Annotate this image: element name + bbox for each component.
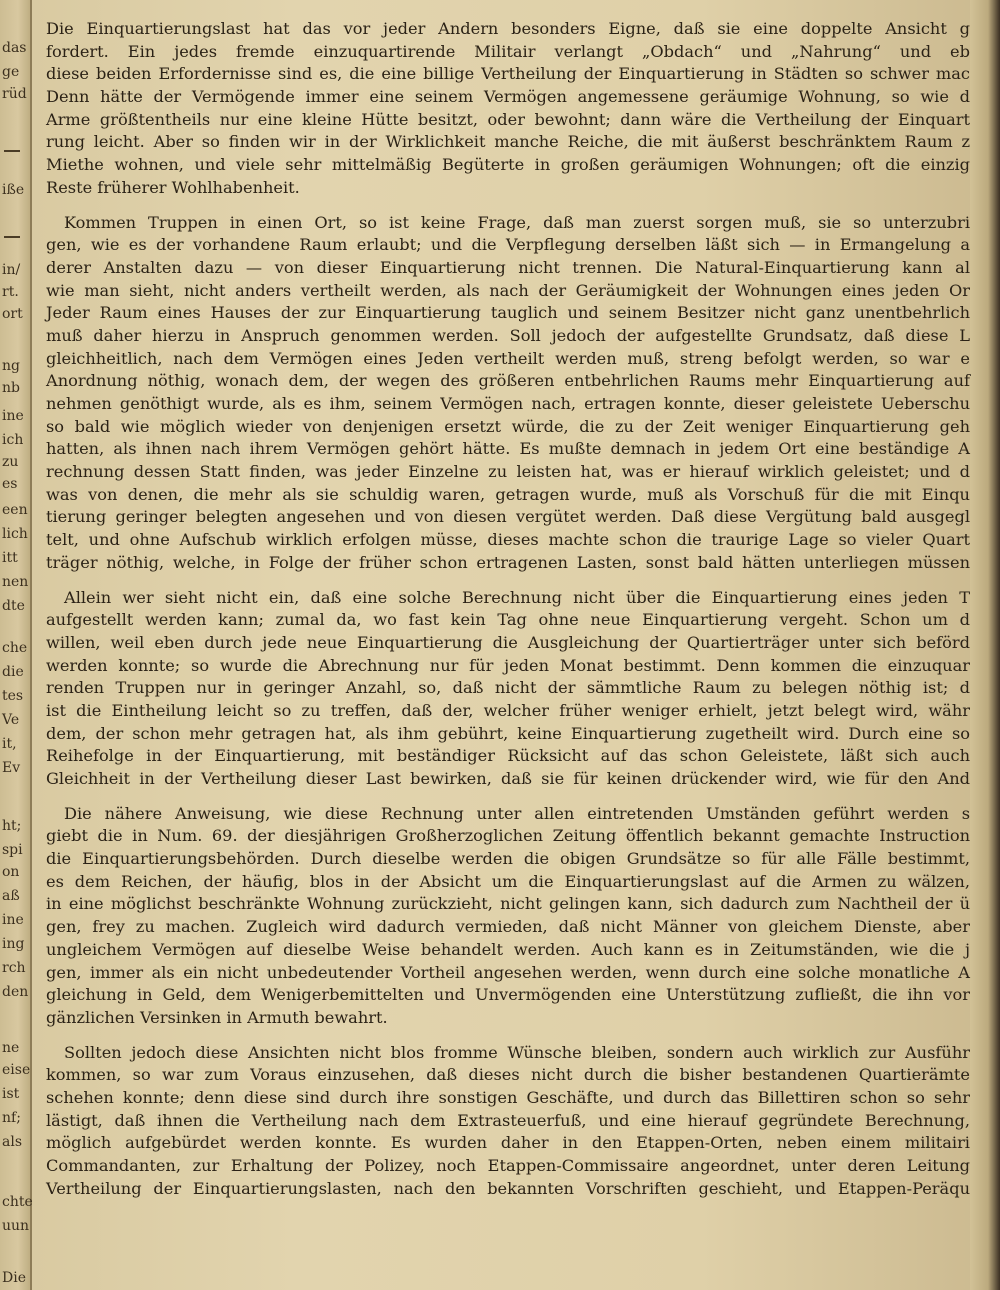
text-line: Denn hätte der Vermögende immer eine seinem Vermögen angemessene geräumige Wohnung, so wie d [46,87,970,107]
gutter-text-fragment: ht; [2,818,22,834]
gutter-text-fragment: tes [2,688,24,704]
text-line: Sollten jedoch diese Ansichten nicht blos fromme Wünsche bleiben, sondern auch wirklich zur Ausführ [64,1042,970,1062]
text-line: lästigt, daß ihnen die Vertheilung nach dem Extrasteuerfuß, und eine hierauf gegründete Berechnung, [46,1110,970,1130]
text-line: was von denen, die mehr als sie schuldig waren, getragen wurde, muß als Vorschuß für die mit Einqu [46,484,970,504]
text-line: wie man sieht, nicht anders vertheilt werden, als nach der Geräumigkeit der Wohnungen eines jeden Or [46,280,970,300]
gutter-text-fragment: lich [2,526,28,542]
paragraph [46,587,970,791]
gutter-text-fragment: ge [2,64,20,80]
gutter-text-fragment: den [2,984,29,1000]
gutter-text-fragment: ich [2,432,24,448]
text-line: ist die Eintheilung leicht so zu treffen, daß der, welcher früher weniger erhielt, jetzt belegt wird, währ [46,700,970,720]
gutter-text-fragment: nen [2,574,29,590]
gutter-text-fragment: ort [2,306,23,322]
text-line: aufgestellt werden kann; zumal da, wo fast kein Tag ohne neue Einquartierung vergeht. Schon um d [46,610,970,630]
text-line: Arme größtentheils nur eine kleine Hütte besitzt, oder bewohnt; dann wäre die Vertheilung der Einquart [46,109,970,129]
text-line: renden Truppen nur in geringer Anzahl, so, daß nicht der sämmtliche Raum zu belegen nöthig ist; d [46,678,970,698]
gutter-text-fragment: eise [2,1062,31,1078]
gutter-text-fragment: Ev [2,760,21,776]
gutter-text-fragment: spi [2,842,23,858]
text-line: werden konnte; so wurde die Abrechnung nur für jeden Monat bestimmt. Denn kommen die einzuquar [46,655,970,675]
gutter-text-fragment: uun [2,1218,30,1234]
text-line: rung leicht. Aber so finden wir in der Wirklichkeit manche Reiche, die mit äußerst beschränktem Raum z [46,132,970,152]
document-body [46,18,970,1280]
text-line: Reste früherer Wohlhabenheit. [46,177,300,197]
text-line: es dem Reichen, der häufig, blos in der Absicht um die Einquartierungslast auf die Armen zu wälzen, [46,871,970,891]
text-line: gen, immer als ein nicht unbedeutender Vortheil angesehen werden, wenn durch eine solche monatliche A [46,962,970,982]
gutter-text-fragment: een [2,502,28,518]
text-line: muß daher hierzu in Anspruch genommen werden. Soll jedoch der aufgestellte Grundsatz, daß diese L [46,325,970,345]
paragraph [46,18,970,200]
gutter-text-fragment: als [2,1134,23,1150]
gutter-text-fragment: rt. [2,284,19,300]
text-line: nehmen genöthigt wurde, als es ihm, seinem Vermögen nach, ertragen konnte, dieser geleistete Ueberschu [46,394,970,413]
text-line: gen, frey zu machen. Zugleich wird dadurch vermieden, daß nicht Männer von gleichem Dienste, aber [46,917,970,937]
text-line: gleichheitlich, nach dem Vermögen eines Jeden vertheilt werden muß, streng befolgt werden, so war e [46,348,970,368]
text-line: giebt die in Num. 69. der diesjährigen Großherzoglichen Zeitung öffentlich bekannt gemachte Instruction [46,826,970,846]
gutter-text-fragment: in/ [2,262,21,278]
gutter-dash-mark [4,236,20,238]
text-line: Miethe wohnen, und viele sehr mittelmäßig Begüterte in großen geräumigen Wohnungen; oft die einzig [46,155,970,175]
text-line: schehen konnte; denn diese sind durch ihre sonstigen Geschäfte, und durch das Billettiren schon so sehr [46,1087,970,1107]
text-line: Die nähere Anweisung, wie diese Rechnung unter allen eintretenden Umständen geführt werden s [64,803,970,823]
gutter-text-fragment: nb [2,380,20,396]
gutter-text-fragment: itt [2,550,18,566]
text-line: Reihefolge in der Einquartierung, mit beständiger Rücksicht auf das schon Geleistete, läßt sich auch [46,746,970,766]
text-line: möglich aufgebürdet werden konnte. Es wurden daher in den Etappen-Orten, neben einem militairi [46,1133,970,1153]
text-line: Die Einquartierungslast hat das vor jeder Andern besonders Eigne, daß sie eine doppelte Ansicht g [46,19,970,38]
text-line: gänzlichen Versinken in Armuth bewahrt. [46,1007,388,1027]
text-line: in eine möglichst beschränkte Wohnung zurückzieht, nicht gelingen kann, sich dadurch zum Nachtheil der ü [46,894,970,914]
gutter-text-fragment: ng [2,358,20,374]
paragraph [46,803,970,1030]
text-line: gleichung in Geld, dem Wenigerbemittelten und Unvermögenden eine Unterstützung zufließt, die ihn vor [46,985,970,1005]
gutter-text-fragment: ine [2,912,24,928]
text-line: Gleichheit in der Vertheilung dieser Last bewirken, daß sie für keinen drückender wird, wie für den And [46,769,970,788]
text-line: Jeder Raum eines Hauses der zur Einquartierung tauglich und seinem Besitzer nicht ganz unentbehrlich [46,303,970,323]
gutter-text-fragment: ine [2,408,24,424]
text-line: Commandanten, zur Erhaltung der Polizey, noch Etappen-Commissaire angeordnet, unter deren Leitung [46,1156,970,1175]
gutter-text-fragment: Ve [2,712,20,728]
gutter-text-fragment: che [2,640,28,656]
gutter-text-fragment: Die [2,1270,26,1286]
text-line: diese beiden Erfordernisse sind es, die eine billige Vertheilung der Einquartierung in Städten so schwer mac [46,64,970,84]
gutter-text-fragment: ist [2,1086,20,1102]
text-line: willen, weil eben durch jede neue Einquartierung die Ausgleichung der Quartierträger unter sich beförd [46,632,970,652]
paragraph [46,1042,970,1201]
text-line: gen, wie es der vorhandene Raum erlaubt; und die Verpflegung derselben läßt sich — in Ermangelung a [46,235,970,255]
text-line: derer Anstalten dazu — von dieser Einquartierung nicht trennen. Die Natural-Einquartierung kann al [46,257,970,277]
gutter-text-fragment: aß [2,888,20,904]
text-line: kommen, so war zum Voraus einzusehen, daß dieses nicht durch die bisher bestandenen Quartierämte [46,1065,970,1085]
gutter-text-fragment: chte [2,1194,33,1210]
left-gutter-facing-page [0,0,32,1290]
text-line: Anordnung nöthig, wonach dem, der wegen des größeren entbehrlichen Raums mehr Einquartierung auf [46,371,970,391]
text-line: hatten, als ihnen nach ihrem Vermögen gehört hätte. Es mußte demnach in jedem Ort eine beständige A [46,439,970,459]
text-line: dem, der schon mehr getragen hat, als ihm gebührt, keine Einquartierung zugetheilt wird. Durch eine so [46,723,970,743]
gutter-text-fragment: zu [2,454,19,470]
gutter-text-fragment: rch [2,960,26,976]
gutter-text-fragment: nf; [2,1110,21,1126]
gutter-text-fragment: das [2,40,27,56]
text-line: tierung geringer belegten angesehen und von diesen vergütet werden. Daß diese Vergütung bald ausgegl [46,507,970,527]
text-line: ungleichem Vermögen auf dieselbe Weise behandelt werden. Auch kann es in Zeitumständen, wie die j [46,939,970,959]
gutter-text-fragment: rüd [2,86,27,102]
text-line: die Einquartierungsbehörden. Durch dieselbe werden die obigen Grundsätze so für alle Fälle bestimmt, [46,849,970,869]
gutter-text-fragment: die [2,664,24,680]
gutter-text-fragment: es [2,476,18,492]
text-line: fordert. Ein jedes fremde einzuquartirende Militair verlangt „Obdach“ und „Nahrung“ und eb [46,41,970,61]
text-line: so bald wie möglich wieder von denjenigen ersetzt würde, die zu der Zeit weniger Einquartierung geh [46,416,970,436]
gutter-text-fragment: on [2,864,20,880]
text-line: Allein wer sieht nicht ein, daß eine solche Berechnung nicht über die Einquartierung eines jeden T [64,587,970,607]
gutter-text-fragment: ing [2,936,25,952]
text-line: Vertheilung der Einquartierungslasten, nach den bekannten Vorschriften geschieht, und Etappen-Peräqu [46,1178,970,1198]
gutter-dash-mark [4,150,20,152]
gutter-text-fragment: it, [2,736,17,752]
right-page-edge-shadow [970,0,1000,1290]
gutter-text-fragment: ne [2,1040,20,1056]
gutter-text-fragment: dte [2,598,25,614]
text-line: Kommen Truppen in einen Ort, so ist keine Frage, daß man zuerst sorgen muß, sie so unterzubri [64,212,970,232]
paragraph [46,212,970,575]
text-line: träger nöthig, welche, in Folge der früher schon ertragenen Lasten, sonst bald hätten unterliegen müssen [46,552,970,572]
gutter-text-fragment: iße [2,182,25,198]
text-line: rechnung dessen Statt finden, was jeder Einzelne zu leisten hat, was er hierauf wirklich geleistet; und d [46,462,970,482]
text-line: telt, und ohne Aufschub wirklich erfolgen müsse, dieses machte schon die traurige Lage so vieler Quart [46,530,970,550]
